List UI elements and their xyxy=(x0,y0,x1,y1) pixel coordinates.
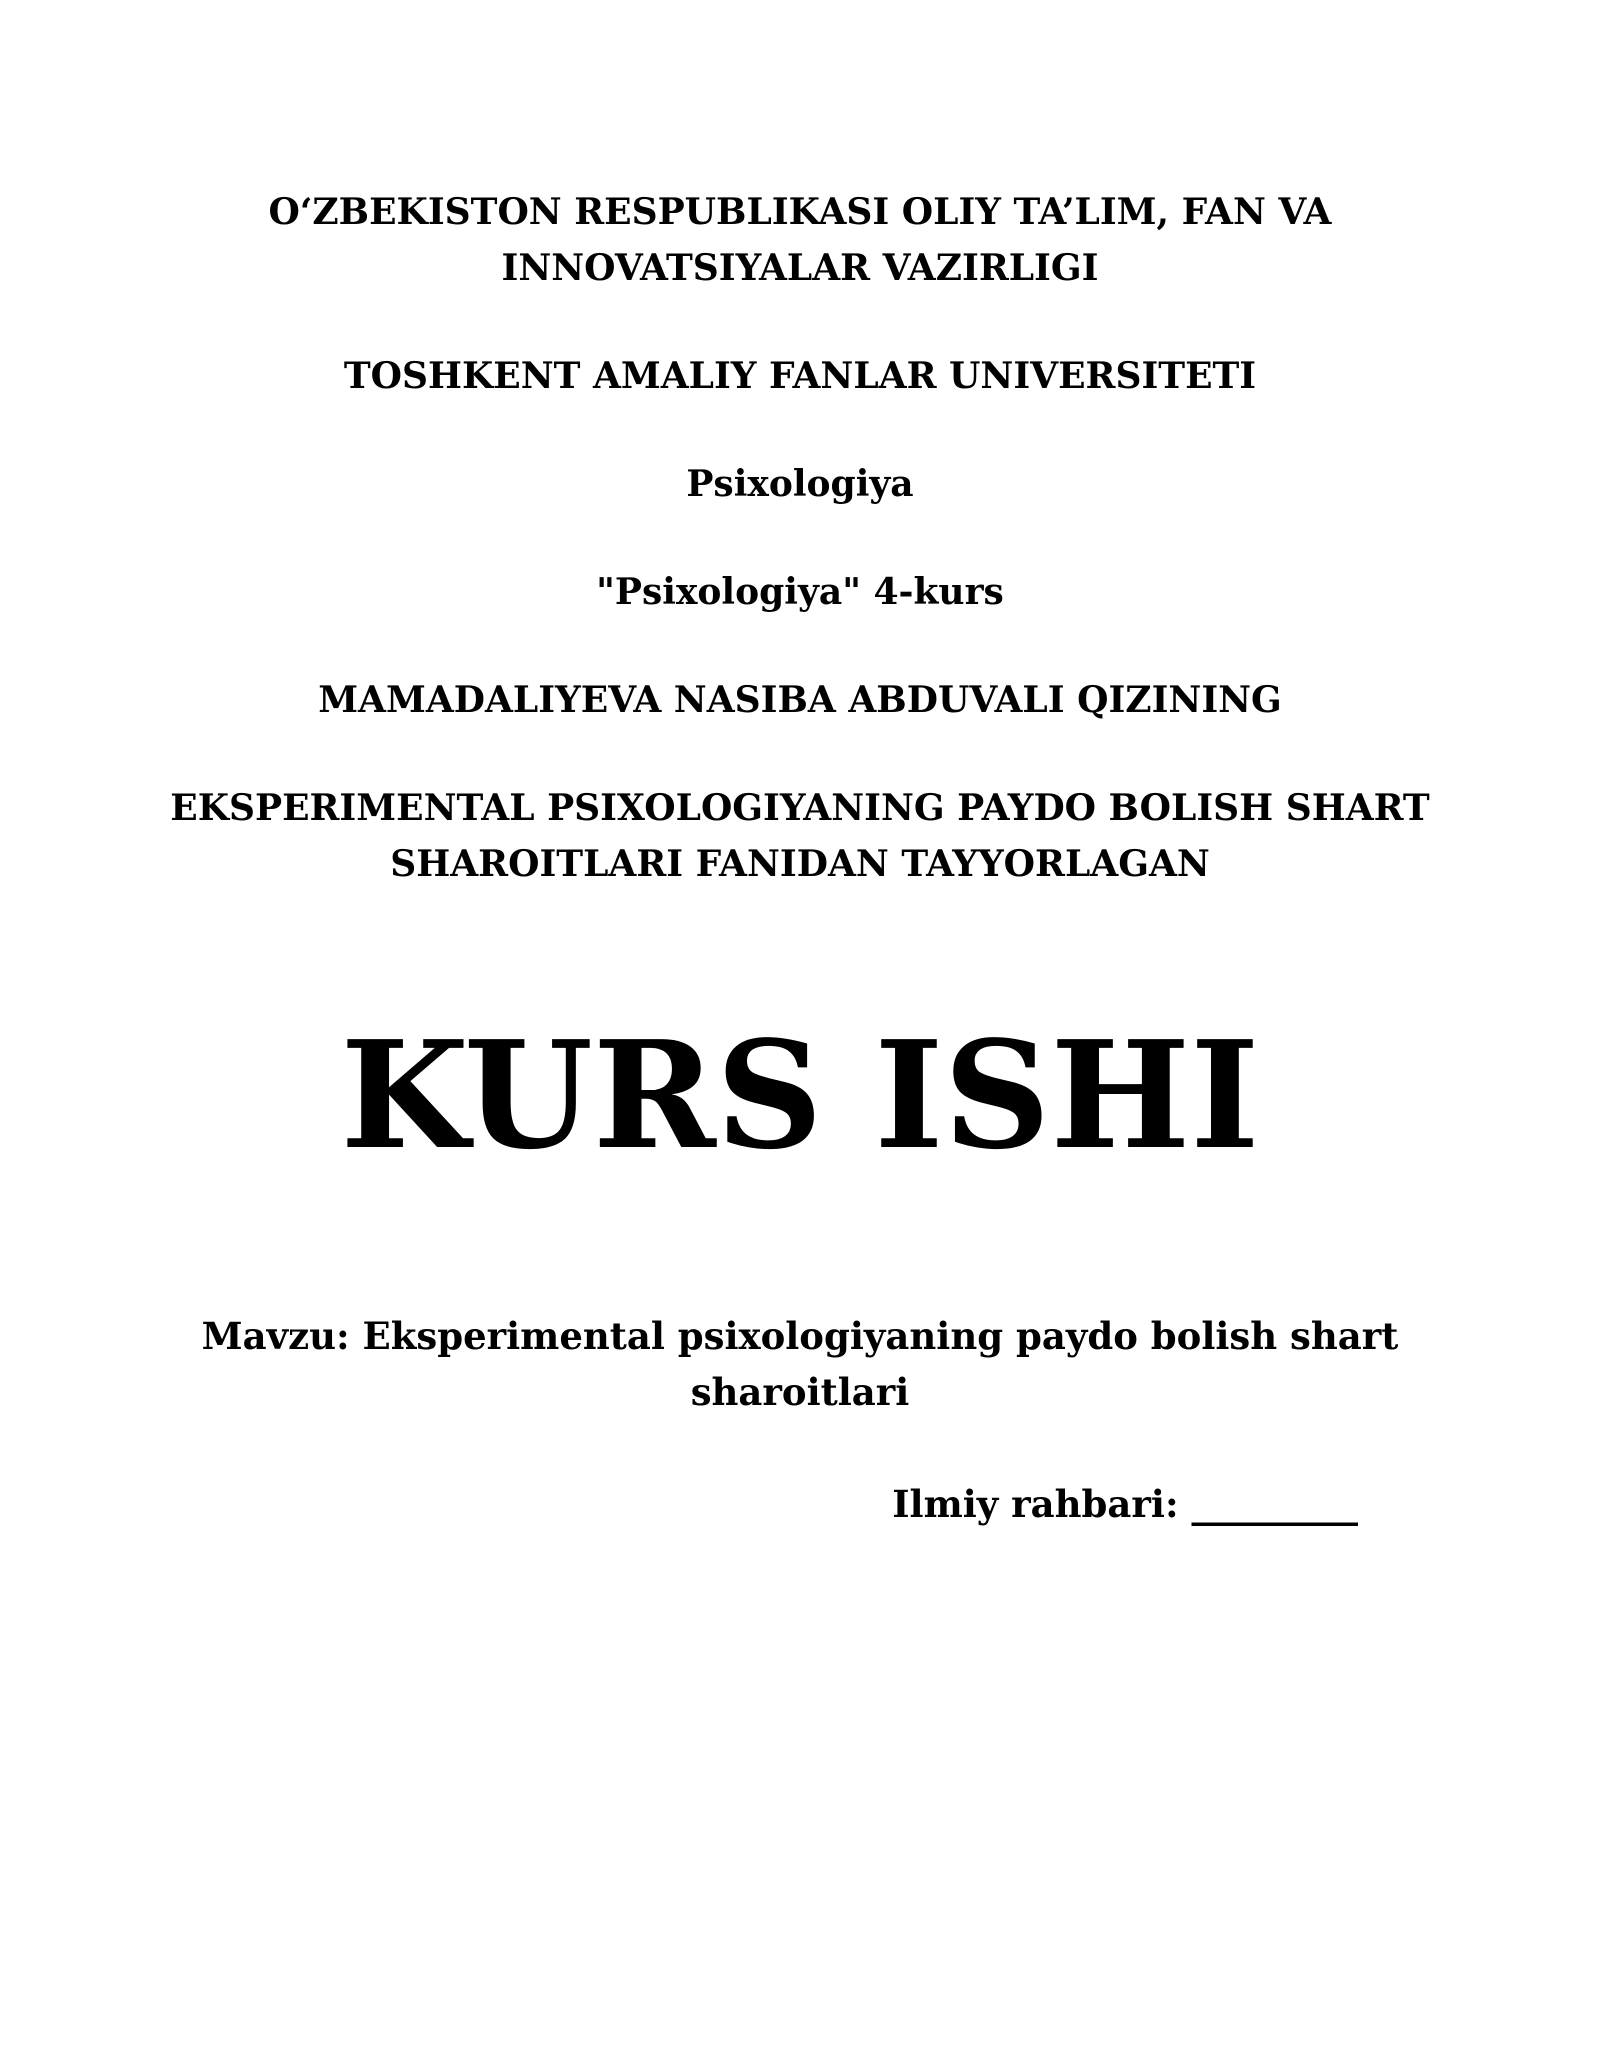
ministry-name-line-1: O‘ZBEKISTON RESPUBLIKASI OLIY TA’LIM, FAN VA xyxy=(268,191,1332,233)
supervisor-blank-line: _________ xyxy=(1191,1482,1358,1526)
subject-line-1: EKSPERIMENTAL PSIXOLOGIYANING PAYDO BOLISH SHART xyxy=(170,787,1430,829)
faculty-name: Psixologiya xyxy=(686,463,914,505)
course-info: "Psixologiya" 4-kurs xyxy=(596,571,1004,613)
supervisor-label: Ilmiy rahbari: xyxy=(892,1482,1179,1526)
topic-line-1: Mavzu: Eksperimental psixologiyaning paydo bolish shart xyxy=(201,1314,1399,1358)
document-type-title: KURS ISHI xyxy=(340,1008,1260,1182)
subject-line-2: SHAROITLARI FANIDAN TAYYORLAGAN xyxy=(390,843,1210,885)
supervisor-field xyxy=(892,1476,1358,1532)
university-name: TOSHKENT AMALIY FANLAR UNIVERSITETI xyxy=(343,355,1257,397)
student-name: MAMADALIYEVA NASIBA ABDUVALI QIZINING xyxy=(318,679,1282,721)
ministry-name-line-2: INNOVATSIYALAR VAZIRLIGI xyxy=(501,247,1099,289)
topic-line-2: sharoitlari xyxy=(690,1370,910,1414)
